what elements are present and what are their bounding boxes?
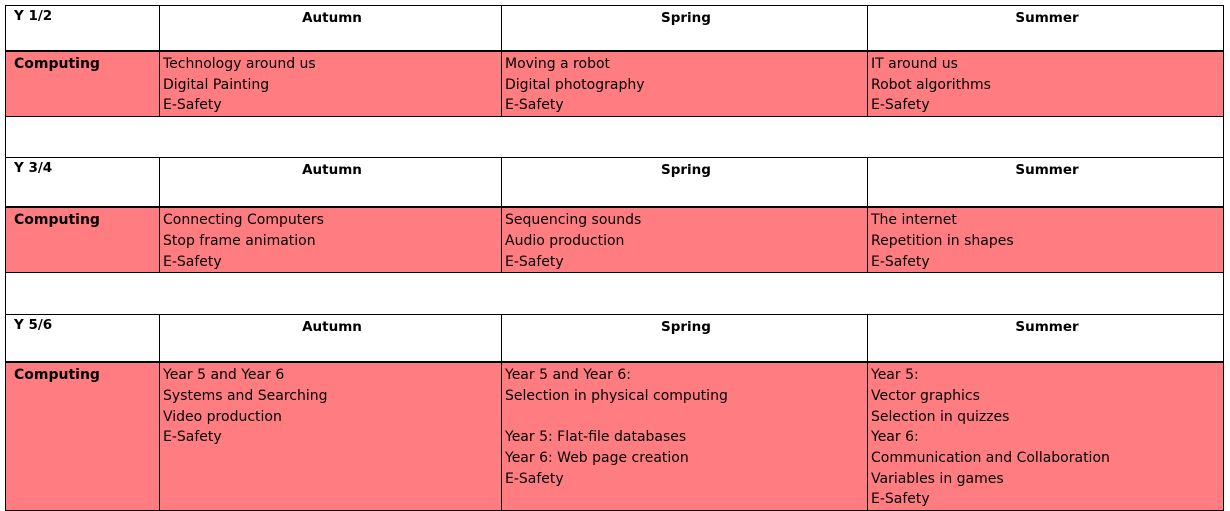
topic-item: Connecting Computers — [163, 212, 324, 229]
section-spacer — [6, 273, 1224, 315]
topic-item: Year 6: Web page creation — [505, 450, 689, 467]
topic-item: E-Safety — [163, 429, 222, 446]
topic-item: Robot algorithms — [871, 76, 991, 93]
topic-item: E-Safety — [163, 97, 222, 114]
curriculum-table — [5, 5, 1224, 511]
section-spacer — [6, 117, 1224, 158]
term-autumn-heading: Autumn — [160, 6, 502, 52]
topic-item: The internet — [871, 212, 957, 229]
subject-row — [6, 51, 1224, 117]
topic-item: Selection in quizzes — [871, 408, 1010, 425]
topic-item: Digital Painting — [163, 76, 270, 93]
year-label: Y 5/6 — [6, 315, 160, 363]
term-spring-heading: Spring — [502, 6, 868, 52]
topic-item: Vector graphics — [871, 387, 980, 404]
topic-item: Stop frame animation — [163, 232, 316, 249]
topic-item: Digital photography — [505, 76, 645, 93]
subject-row — [6, 362, 1224, 510]
blank-line — [505, 407, 867, 428]
spring-topics — [502, 51, 868, 117]
topic-item: Year 5: Flat-file databases — [505, 429, 687, 446]
topic-item: Selection in physical computing — [505, 387, 728, 404]
topic-item: E-Safety — [871, 491, 930, 508]
subject-row — [6, 207, 1224, 273]
topic-item: E-Safety — [505, 253, 564, 270]
topic-item: Moving a robot — [505, 56, 611, 72]
term-autumn-heading: Autumn — [160, 315, 502, 363]
topic-item: E-Safety — [505, 470, 564, 487]
summer-topics — [868, 207, 1224, 273]
year-header-row — [6, 315, 1224, 363]
topic-item: Communication and Collaboration — [871, 450, 1110, 467]
topic-item: E-Safety — [163, 253, 222, 270]
topic-item: Year 5 and Year 6: — [505, 367, 631, 384]
year-label: Y 1/2 — [6, 6, 160, 52]
autumn-topics — [160, 362, 502, 510]
summer-topics — [868, 51, 1224, 117]
term-spring-heading: Spring — [502, 158, 868, 208]
topic-item: Year 6: — [871, 429, 919, 446]
topic-item: Year 5 and Year 6 — [163, 367, 285, 384]
year-label: Y 3/4 — [6, 158, 160, 208]
topic-item: E-Safety — [871, 97, 930, 114]
topic-item: Systems and Searching — [163, 387, 328, 404]
term-summer-heading: Summer — [868, 6, 1224, 52]
topic-item: IT around us — [871, 56, 958, 72]
spring-topics — [502, 207, 868, 273]
subject-label: Computing — [6, 51, 160, 117]
year-header-row — [6, 6, 1224, 52]
autumn-topics — [160, 51, 502, 117]
topic-item: Year 5: — [871, 367, 919, 384]
topic-item: Technology around us — [163, 56, 316, 72]
topic-item: E-Safety — [505, 97, 564, 114]
topic-item: Audio production — [505, 232, 625, 249]
autumn-topics — [160, 207, 502, 273]
subject-label: Computing — [6, 362, 160, 510]
topic-item: E-Safety — [871, 253, 930, 270]
spring-topics — [502, 362, 868, 510]
year-header-row — [6, 158, 1224, 208]
topic-item: Sequencing sounds — [505, 212, 642, 229]
topic-item: Repetition in shapes — [871, 232, 1014, 249]
topic-item: Video production — [163, 408, 282, 425]
term-autumn-heading: Autumn — [160, 158, 502, 208]
topic-item: Variables in games — [871, 470, 1004, 487]
term-summer-heading: Summer — [868, 158, 1224, 208]
subject-label: Computing — [6, 207, 160, 273]
term-spring-heading: Spring — [502, 315, 868, 363]
term-summer-heading: Summer — [868, 315, 1224, 363]
summer-topics — [868, 362, 1224, 510]
